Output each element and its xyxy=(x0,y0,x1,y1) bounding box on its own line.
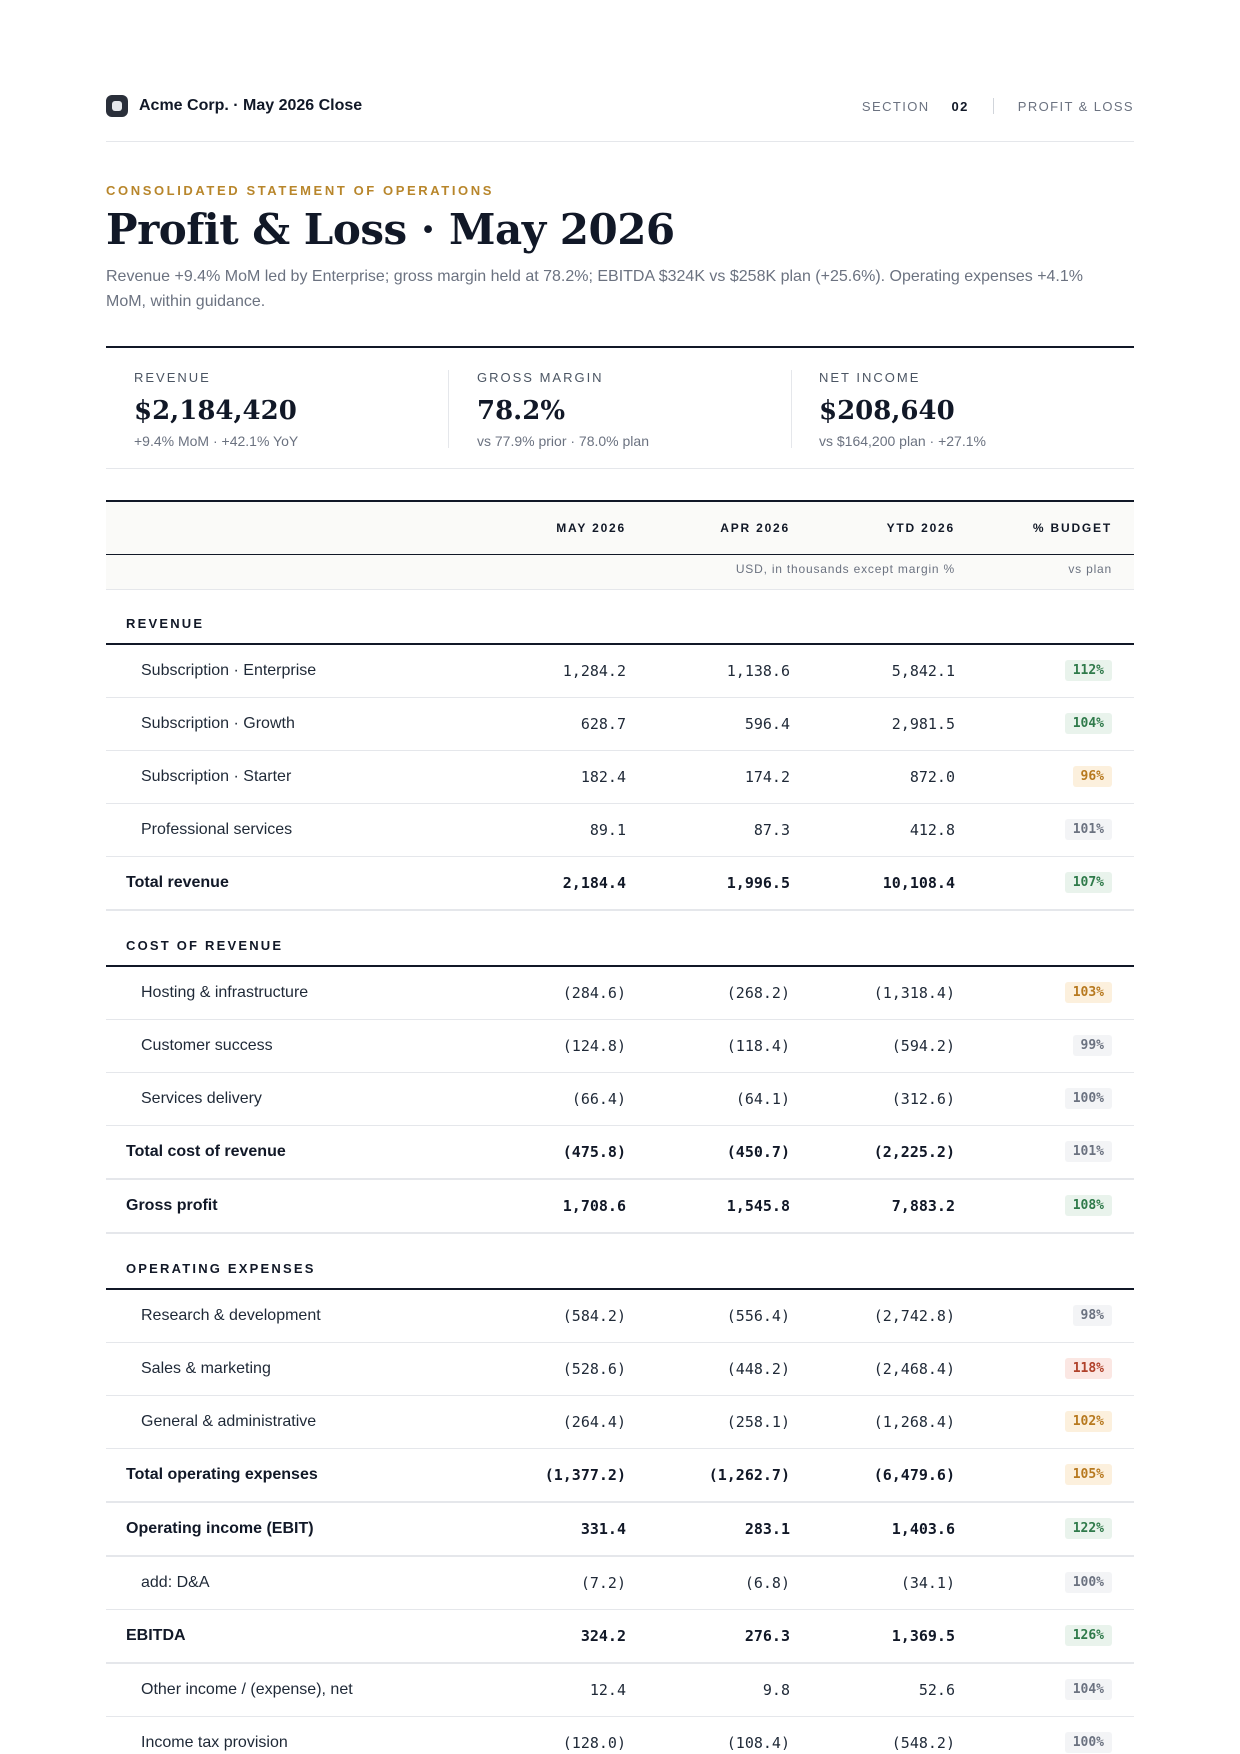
kpi-subtext: vs $164,200 plan · +27.1% xyxy=(819,433,986,449)
kpi-label: NET INCOME xyxy=(819,370,921,385)
cell-apr-2026: 283.1 xyxy=(744,1520,790,1538)
kpi-label: GROSS MARGIN xyxy=(477,370,604,385)
table-row xyxy=(106,1717,1134,1754)
total-row xyxy=(106,1126,1134,1180)
budget-badge: 118% xyxy=(1065,1358,1112,1379)
company-logo-icon xyxy=(106,95,128,117)
cell-ytd-2026: 1,369.5 xyxy=(891,1627,955,1645)
cell-ytd-2026: (312.6) xyxy=(891,1090,955,1108)
kpi-divider xyxy=(791,370,792,448)
cell-may-2026: (264.4) xyxy=(562,1413,626,1431)
cell-may-2026: 2,184.4 xyxy=(562,874,626,892)
row-label: Subscription · Enterprise xyxy=(141,662,317,679)
row-label: Hosting & infrastructure xyxy=(141,984,309,1001)
budget-badge: 103% xyxy=(1065,982,1112,1003)
row-label: Subscription · Growth xyxy=(141,715,295,732)
total-row xyxy=(106,1449,1134,1503)
total-row xyxy=(106,1610,1134,1664)
kpi-divider xyxy=(448,370,449,448)
row-label: Sales & marketing xyxy=(141,1360,271,1377)
cell-ytd-2026: 2,981.5 xyxy=(891,715,955,733)
row-label: Services delivery xyxy=(141,1090,262,1107)
budget-badge: 104% xyxy=(1065,1679,1112,1700)
total-row xyxy=(106,857,1134,911)
budget-note: vs plan xyxy=(1068,562,1112,576)
cell-apr-2026: (108.4) xyxy=(726,1734,790,1752)
section-indicator xyxy=(862,98,1134,114)
report-header xyxy=(106,88,1134,124)
total-row xyxy=(106,1180,1134,1234)
table-row xyxy=(106,698,1134,751)
kpi-top-rule xyxy=(106,346,1134,348)
section-title: REVENUE xyxy=(126,616,205,631)
cell-may-2026: 331.4 xyxy=(580,1520,626,1538)
budget-badge: 99% xyxy=(1073,1035,1112,1056)
table-row xyxy=(106,1020,1134,1073)
table-row xyxy=(106,751,1134,804)
budget-badge: 100% xyxy=(1065,1088,1112,1109)
kpi-label: REVENUE xyxy=(134,370,211,385)
column-header-budget: % BUDGET xyxy=(1032,521,1112,535)
cell-may-2026: 1,284.2 xyxy=(562,662,626,680)
budget-badge: 105% xyxy=(1065,1464,1112,1485)
row-label: Gross profit xyxy=(126,1197,218,1214)
cell-ytd-2026: 10,108.4 xyxy=(882,874,955,892)
section-header-row xyxy=(106,1234,1134,1290)
table-row xyxy=(106,645,1134,698)
table-row xyxy=(106,1396,1134,1449)
cell-may-2026: 1,708.6 xyxy=(562,1197,626,1215)
cell-ytd-2026: (2,742.8) xyxy=(873,1307,955,1325)
kpi-subtext: vs 77.9% prior · 78.0% plan xyxy=(477,433,649,449)
total-row xyxy=(106,1503,1134,1557)
column-header-apr: APR 2026 xyxy=(720,521,790,535)
cell-ytd-2026: 1,403.6 xyxy=(891,1520,955,1538)
cell-apr-2026: 9.8 xyxy=(762,1681,790,1699)
kpi-bottom-rule xyxy=(106,468,1134,469)
table-row xyxy=(106,1664,1134,1717)
budget-badge: 96% xyxy=(1073,766,1112,787)
budget-badge: 102% xyxy=(1065,1411,1112,1432)
cell-may-2026: 12.4 xyxy=(589,1681,626,1699)
cell-may-2026: (528.6) xyxy=(562,1360,626,1378)
section-name: PROFIT & LOSS xyxy=(1017,98,1134,114)
cell-apr-2026: 596.4 xyxy=(744,715,790,733)
cell-apr-2026: (268.2) xyxy=(726,984,790,1002)
column-header-ytd: YTD 2026 xyxy=(886,521,955,535)
row-label: Income tax provision xyxy=(141,1734,288,1751)
table-row xyxy=(106,967,1134,1020)
cell-ytd-2026: (548.2) xyxy=(891,1734,955,1752)
cell-may-2026: (66.4) xyxy=(571,1090,626,1108)
section-label: SECTION xyxy=(861,98,930,114)
cell-ytd-2026: 52.6 xyxy=(918,1681,955,1699)
budget-badge: 100% xyxy=(1065,1572,1112,1593)
budget-badge: 101% xyxy=(1065,819,1112,840)
cell-may-2026: 324.2 xyxy=(580,1627,626,1645)
section-header-row xyxy=(106,589,1134,645)
report-brand: Acme Corp. · May 2026 Close xyxy=(139,97,363,114)
section-number: 02 xyxy=(951,98,969,114)
kpi-net-income xyxy=(819,370,986,449)
row-label: Research & development xyxy=(141,1307,321,1324)
table-row xyxy=(106,1343,1134,1396)
header-divider xyxy=(993,98,994,114)
row-label: Operating income (EBIT) xyxy=(126,1520,314,1537)
cell-may-2026: (128.0) xyxy=(562,1734,626,1752)
cell-ytd-2026: (6,479.6) xyxy=(873,1466,955,1484)
cell-apr-2026: (1,262.7) xyxy=(708,1466,790,1484)
cell-apr-2026: (448.2) xyxy=(726,1360,790,1378)
table-subheader xyxy=(106,555,1134,590)
cell-ytd-2026: (1,268.4) xyxy=(873,1413,955,1431)
cell-ytd-2026: (2,225.2) xyxy=(873,1143,955,1161)
section-title: COST OF REVENUE xyxy=(126,938,284,953)
kpi-revenue xyxy=(134,370,298,449)
cell-may-2026: 89.1 xyxy=(589,821,626,839)
cell-apr-2026: (118.4) xyxy=(726,1037,790,1055)
column-header-may: MAY 2026 xyxy=(556,521,626,535)
page-title: Profit & Loss · May 2026 xyxy=(106,205,675,254)
budget-badge: 100% xyxy=(1065,1732,1112,1753)
cell-apr-2026: 1,996.5 xyxy=(726,874,790,892)
cell-ytd-2026: (2,468.4) xyxy=(873,1360,955,1378)
cell-may-2026: (284.6) xyxy=(562,984,626,1002)
kpi-gross-margin xyxy=(477,370,649,449)
kpi-value: 78.2% xyxy=(477,396,566,426)
row-label: Other income / (expense), net xyxy=(141,1681,353,1698)
cell-apr-2026: 1,545.8 xyxy=(726,1197,790,1215)
table-row xyxy=(106,1290,1134,1343)
cell-may-2026: (1,377.2) xyxy=(544,1466,626,1484)
cell-apr-2026: 174.2 xyxy=(744,768,790,786)
row-label: Customer success xyxy=(141,1037,273,1054)
cell-apr-2026: (6.8) xyxy=(744,1574,790,1592)
cell-ytd-2026: 5,842.1 xyxy=(891,662,955,680)
cell-ytd-2026: 872.0 xyxy=(909,768,955,786)
cell-apr-2026: (64.1) xyxy=(735,1090,790,1108)
cell-ytd-2026: 7,883.2 xyxy=(891,1197,955,1215)
kpi-value: $208,640 xyxy=(819,396,955,426)
budget-badge: 98% xyxy=(1073,1305,1112,1326)
budget-badge: 101% xyxy=(1065,1141,1112,1162)
cell-apr-2026: 87.3 xyxy=(753,821,790,839)
cell-may-2026: (584.2) xyxy=(562,1307,626,1325)
row-label: Total revenue xyxy=(126,874,229,891)
budget-badge: 122% xyxy=(1065,1518,1112,1539)
row-label: Professional services xyxy=(141,821,293,838)
header-rule xyxy=(106,141,1134,142)
row-label: General & administrative xyxy=(141,1413,317,1430)
budget-badge: 126% xyxy=(1065,1625,1112,1646)
table-row xyxy=(106,1073,1134,1126)
table-body xyxy=(106,589,1134,1754)
cell-may-2026: (124.8) xyxy=(562,1037,626,1055)
cell-apr-2026: 276.3 xyxy=(744,1627,790,1645)
kpi-subtext: +9.4% MoM · +42.1% YoY xyxy=(134,433,299,449)
budget-badge: 107% xyxy=(1065,872,1112,893)
cell-may-2026: 628.7 xyxy=(580,715,626,733)
cell-may-2026: (7.2) xyxy=(580,1574,626,1592)
cell-may-2026: (475.8) xyxy=(562,1143,626,1161)
summary-text: Revenue +9.4% MoM led by Enterprise; gross margin held at 78.2%; EBITDA $324K vs $258K plan (+25.6%). Operating expenses +4.1% MoM, within guidance. xyxy=(106,268,1083,310)
cell-apr-2026: (556.4) xyxy=(726,1307,790,1325)
cell-may-2026: 182.4 xyxy=(580,768,626,786)
table-row xyxy=(106,1557,1134,1610)
budget-badge: 104% xyxy=(1065,713,1112,734)
row-label: Subscription · Starter xyxy=(141,768,292,785)
row-label: Total operating expenses xyxy=(126,1466,318,1483)
section-title: OPERATING EXPENSES xyxy=(126,1261,316,1276)
row-label: EBITDA xyxy=(126,1627,186,1644)
cell-apr-2026: 1,138.6 xyxy=(726,662,790,680)
cell-ytd-2026: (1,318.4) xyxy=(873,984,955,1002)
budget-badge: 108% xyxy=(1065,1195,1112,1216)
budget-badge: 112% xyxy=(1065,660,1112,681)
cell-ytd-2026: 412.8 xyxy=(909,821,955,839)
table-row xyxy=(106,804,1134,857)
table-header xyxy=(106,500,1134,557)
units-note: USD, in thousands except margin % xyxy=(735,562,955,576)
statement-eyebrow: CONSOLIDATED STATEMENT OF OPERATIONS xyxy=(106,183,495,198)
row-label: add: D&A xyxy=(141,1574,210,1591)
kpi-value: $2,184,420 xyxy=(134,396,297,426)
cell-apr-2026: (450.7) xyxy=(726,1143,790,1161)
section-header-row xyxy=(106,911,1134,967)
cell-ytd-2026: (34.1) xyxy=(900,1574,955,1592)
cell-apr-2026: (258.1) xyxy=(726,1413,790,1431)
cell-ytd-2026: (594.2) xyxy=(891,1037,955,1055)
row-label: Total cost of revenue xyxy=(126,1143,286,1160)
